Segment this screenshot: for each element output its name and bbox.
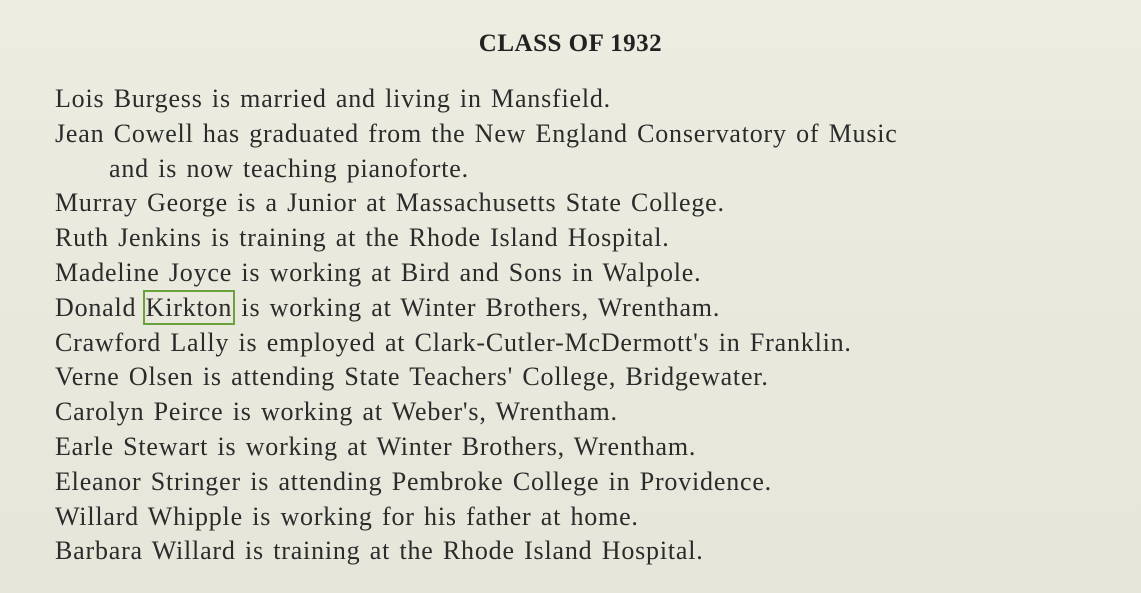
note-line: Verne Olsen is attending State Teachers' College, Bridgewater. (55, 362, 769, 392)
note-line: Crawford Lally is employed at Clark-Cutler-McDermott's in Franklin. (55, 327, 852, 357)
note-line-continuation: and is now teaching pianoforte. (109, 153, 469, 183)
note-line-highlighted (55, 291, 1115, 326)
highlighted-word[interactable]: Kirkton (145, 292, 233, 322)
note-line: Earle Stewart is working at Winter Brothers, Wrentham. (55, 431, 697, 461)
note-line: Barbara Willard is training at the Rhode Island Hospital. (55, 536, 704, 566)
note-line: Ruth Jenkins is training at the Rhode Island Hospital. (55, 223, 670, 253)
note-line: Eleanor Stringer is attending Pembroke College in Providence. (55, 466, 772, 496)
note-text-after: is working at Winter Brothers, Wrentham. (232, 292, 721, 322)
note-line: Carolyn Peirce is working at Weber's, Wrentham. (55, 397, 618, 427)
note-line: Jean Cowell has graduated from the New England Conservatory of Music (55, 118, 898, 148)
note-line: Madeline Joyce is working at Bird and Sons in Walpole. (55, 257, 702, 287)
note-line: Lois Burgess is married and living in Mansfield. (55, 84, 611, 113)
note-line: Willard Whipple is working for his father at home. (55, 501, 639, 531)
note-line: Murray George is a Junior at Massachusetts State College. (55, 188, 725, 218)
page-heading: CLASS OF 1932 (478, 30, 663, 57)
alumni-notes (55, 82, 1115, 569)
note-text-before: Donald (55, 292, 146, 322)
